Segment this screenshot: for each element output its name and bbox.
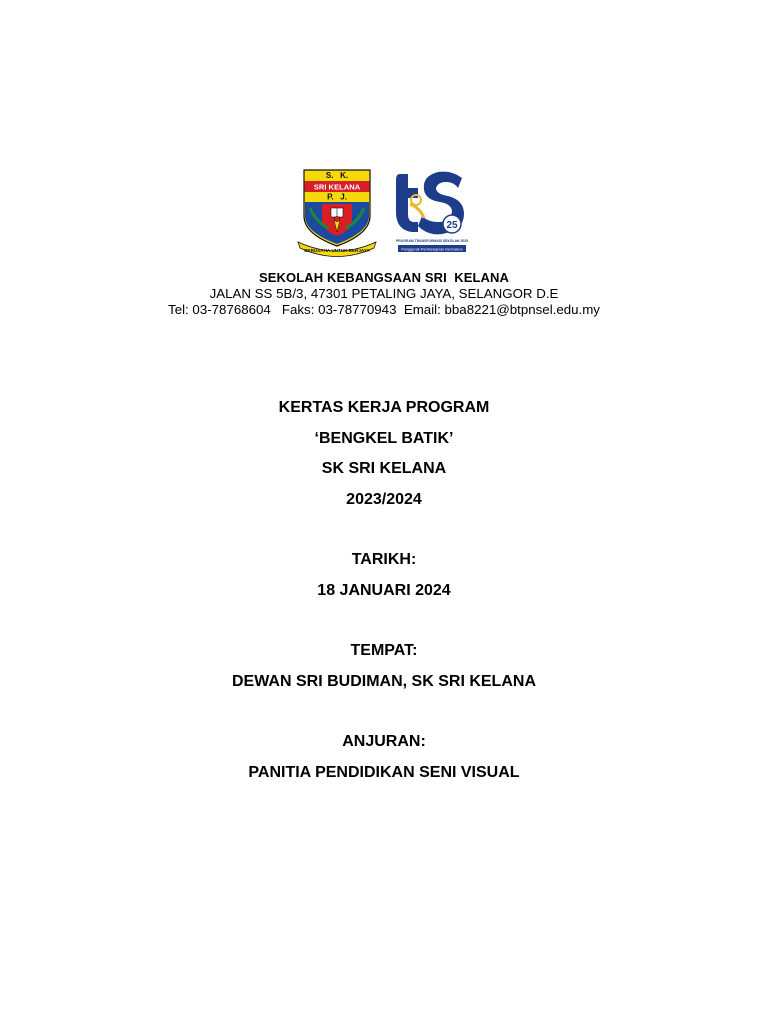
- date-label: TARIKH:: [351, 551, 417, 568]
- crest-text-top: S. K.: [325, 171, 349, 180]
- document-title-block: [0, 398, 768, 793]
- spacer: [0, 520, 768, 550]
- venue-label: TEMPAT:: [350, 642, 418, 659]
- venue-value: DEWAN SRI BUDIMAN, SK SRI KELANA: [231, 672, 536, 690]
- ts25-number: 25: [446, 220, 458, 231]
- title-line-4: 2023/2024: [346, 490, 422, 508]
- organizer-label: ANJURAN:: [342, 733, 426, 750]
- crest-banner-text: SRI KELANA: [313, 182, 361, 192]
- school-crest-icon: [296, 168, 378, 258]
- logo-row: [0, 168, 768, 258]
- school-address: JALAN SS 5B/3, 47301 PETALING JAYA, SELANGOR D.E: [209, 286, 559, 301]
- ts25-tagline: Penggerak Pembelajaran Bermakna: [401, 247, 463, 252]
- school-header: [0, 270, 768, 318]
- date-value: 18 JANUARI 2024: [317, 581, 451, 599]
- spacer: [0, 702, 768, 732]
- school-contact: Tel: 03-78768604 Faks: 03-78770943 Email: bba8221@btpnsel.edu.my: [168, 302, 600, 317]
- ts25-caption: PROGRAM TRANSFORMASI SEKOLAH 2025: [396, 239, 468, 243]
- title-line-1: KERTAS KERJA PROGRAM: [278, 399, 490, 416]
- organizer-value: PANITIA PENDIDIKAN SENI VISUAL: [248, 763, 520, 781]
- ts25-program-logo-icon: [392, 168, 472, 258]
- crest-motto: BERUSAHA UNTUK BERJAYA: [304, 248, 370, 253]
- crest-text-mid: P. J.: [327, 192, 347, 202]
- title-line-2: ‘BENGKEL BATIK’: [314, 429, 454, 447]
- school-name: SEKOLAH KEBANGSAAN SRI KELANA: [258, 270, 509, 285]
- spacer: [0, 611, 768, 641]
- title-line-3: SK SRI KELANA: [321, 460, 447, 477]
